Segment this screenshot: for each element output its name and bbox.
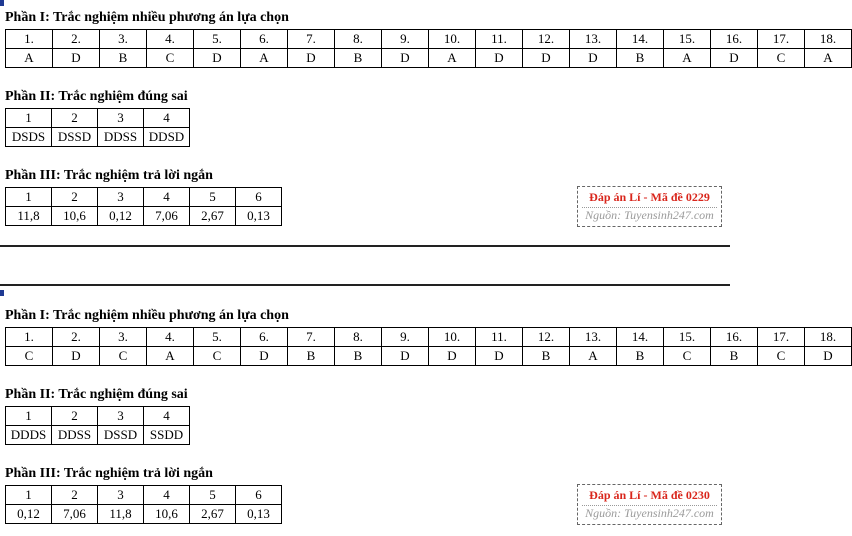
question-number: 2 xyxy=(52,486,98,505)
question-number: 9. xyxy=(382,328,429,347)
part3-title: Phần III: Trắc nghiệm trả lời ngắn xyxy=(5,168,213,183)
question-number: 14. xyxy=(617,30,664,49)
exam-code-box xyxy=(577,484,722,525)
question-number: 8. xyxy=(335,328,382,347)
question-number: 15. xyxy=(664,328,711,347)
part1-title: Phần I: Trắc nghiệm nhiều phương án lựa chọn xyxy=(5,308,289,323)
question-number: 5. xyxy=(194,30,241,49)
table-row xyxy=(6,188,282,207)
question-number: 14. xyxy=(617,328,664,347)
part2-table xyxy=(5,108,190,147)
answer-cell: D xyxy=(805,347,852,366)
question-number: 12. xyxy=(523,328,570,347)
answer-cell: DDDS xyxy=(6,426,52,445)
table-row xyxy=(6,505,282,524)
answer-cell: D xyxy=(53,49,100,68)
table-row xyxy=(6,426,190,445)
answer-cell: C xyxy=(758,347,805,366)
answer-cell: C xyxy=(100,347,147,366)
answer-cell: C xyxy=(758,49,805,68)
question-number: 3 xyxy=(98,486,144,505)
answer-cell: D xyxy=(476,347,523,366)
question-number: 6 xyxy=(236,188,282,207)
answer-cell: C xyxy=(664,347,711,366)
answer-cell: D xyxy=(53,347,100,366)
answer-cell: B xyxy=(335,347,382,366)
answer-cell: B xyxy=(617,49,664,68)
question-number: 10. xyxy=(429,328,476,347)
answer-cell: D xyxy=(429,347,476,366)
question-number: 4 xyxy=(144,188,190,207)
part1-table xyxy=(5,29,852,68)
question-number: 2 xyxy=(52,109,98,128)
table-row xyxy=(6,486,282,505)
question-number: 12. xyxy=(523,30,570,49)
answer-cell: 11,8 xyxy=(98,505,144,524)
answer-cell: D xyxy=(523,49,570,68)
question-number: 9. xyxy=(382,30,429,49)
question-number: 1 xyxy=(6,109,52,128)
answer-cell: DSDS xyxy=(6,128,52,147)
part2-table xyxy=(5,406,190,445)
question-number: 6. xyxy=(241,30,288,49)
question-number: 1 xyxy=(6,188,52,207)
answer-cell: DSSD xyxy=(52,128,98,147)
answer-cell: 0,13 xyxy=(236,207,282,226)
answer-cell: A xyxy=(147,347,194,366)
exam-code-box xyxy=(577,186,722,227)
question-number: 8. xyxy=(335,30,382,49)
answer-cell: B xyxy=(523,347,570,366)
question-number: 16. xyxy=(711,328,758,347)
question-number: 3. xyxy=(100,30,147,49)
part3-title: Phần III: Trắc nghiệm trả lời ngắn xyxy=(5,466,213,481)
question-number: 15. xyxy=(664,30,711,49)
answer-cell: 10,6 xyxy=(144,505,190,524)
question-number: 4 xyxy=(144,486,190,505)
question-number: 3 xyxy=(98,109,144,128)
table-row xyxy=(6,328,852,347)
answer-key-0229 xyxy=(5,0,837,232)
part3-table xyxy=(5,187,282,226)
corner-mark-top xyxy=(0,0,4,6)
table-row xyxy=(6,30,852,49)
answer-cell: D xyxy=(288,49,335,68)
question-number: 5 xyxy=(190,486,236,505)
part3-table xyxy=(5,485,282,524)
answer-cell: 2,67 xyxy=(190,505,236,524)
answer-cell: A xyxy=(805,49,852,68)
question-number: 3 xyxy=(98,188,144,207)
question-number: 7. xyxy=(288,30,335,49)
answer-key-0230 xyxy=(5,298,837,530)
question-number: 17. xyxy=(758,328,805,347)
question-number: 3 xyxy=(98,407,144,426)
part2-title: Phần II: Trắc nghiệm đúng sai xyxy=(5,89,188,104)
answer-cell: D xyxy=(382,49,429,68)
question-number: 13. xyxy=(570,328,617,347)
part1-table xyxy=(5,327,852,366)
part2-title: Phần II: Trắc nghiệm đúng sai xyxy=(5,387,188,402)
question-number: 4. xyxy=(147,30,194,49)
question-number: 2. xyxy=(53,328,100,347)
separator-line xyxy=(0,245,730,247)
divider xyxy=(582,505,717,506)
question-number: 11. xyxy=(476,328,523,347)
divider xyxy=(582,207,717,208)
answer-cell: 7,06 xyxy=(144,207,190,226)
question-number: 18. xyxy=(805,30,852,49)
question-number: 17. xyxy=(758,30,805,49)
answer-cell: A xyxy=(570,347,617,366)
answer-cell: 7,06 xyxy=(52,505,98,524)
answer-cell: A xyxy=(241,49,288,68)
table-row xyxy=(6,207,282,226)
answer-cell: B xyxy=(288,347,335,366)
question-number: 1. xyxy=(6,328,53,347)
question-number: 1 xyxy=(6,486,52,505)
answer-cell: 0,13 xyxy=(236,505,282,524)
question-number: 6. xyxy=(241,328,288,347)
question-number: 4 xyxy=(144,109,190,128)
answer-cell: D xyxy=(476,49,523,68)
source-note: Nguồn: Tuyensinh247.com xyxy=(585,506,714,520)
answer-cell: D xyxy=(382,347,429,366)
question-number: 3. xyxy=(100,328,147,347)
question-number: 2 xyxy=(52,188,98,207)
answer-cell: 0,12 xyxy=(98,207,144,226)
question-number: 5 xyxy=(190,188,236,207)
answer-cell: C xyxy=(147,49,194,68)
table-row xyxy=(6,49,852,68)
answer-cell: A xyxy=(6,49,53,68)
question-number: 4. xyxy=(147,328,194,347)
answer-cell: D xyxy=(711,49,758,68)
part1-title: Phần I: Trắc nghiệm nhiều phương án lựa chọn xyxy=(5,10,289,25)
question-number: 11. xyxy=(476,30,523,49)
answer-cell: A xyxy=(429,49,476,68)
question-number: 1. xyxy=(6,30,53,49)
answer-cell: DDSS xyxy=(52,426,98,445)
question-number: 16. xyxy=(711,30,758,49)
answer-cell: DDSS xyxy=(98,128,144,147)
answer-cell: B xyxy=(100,49,147,68)
corner-mark-middle xyxy=(0,290,4,296)
answer-cell: DDSD xyxy=(144,128,190,147)
answer-cell: 11,8 xyxy=(6,207,52,226)
table-row xyxy=(6,407,190,426)
table-row xyxy=(6,128,190,147)
answer-cell: D xyxy=(194,49,241,68)
answer-cell: A xyxy=(664,49,711,68)
question-number: 5. xyxy=(194,328,241,347)
answer-cell: D xyxy=(570,49,617,68)
source-note: Nguồn: Tuyensinh247.com xyxy=(585,208,714,222)
answer-cell: 0,12 xyxy=(6,505,52,524)
question-number: 6 xyxy=(236,486,282,505)
question-number: 7. xyxy=(288,328,335,347)
table-row xyxy=(6,109,190,128)
table-row xyxy=(6,347,852,366)
answer-cell: 10,6 xyxy=(52,207,98,226)
separator-line xyxy=(0,284,730,286)
answer-cell: DSSD xyxy=(98,426,144,445)
answer-cell: B xyxy=(335,49,382,68)
answer-cell: C xyxy=(194,347,241,366)
answer-cell: B xyxy=(617,347,664,366)
question-number: 4 xyxy=(144,407,190,426)
answer-cell: 2,67 xyxy=(190,207,236,226)
answer-cell: B xyxy=(711,347,758,366)
question-number: 2 xyxy=(52,407,98,426)
question-number: 10. xyxy=(429,30,476,49)
question-number: 1 xyxy=(6,407,52,426)
answer-cell: C xyxy=(6,347,53,366)
question-number: 2. xyxy=(53,30,100,49)
answer-cell: SSDD xyxy=(144,426,190,445)
question-number: 18. xyxy=(805,328,852,347)
exam-code-title: Đáp án Lí - Mã đề 0229 xyxy=(589,190,710,204)
exam-code-title: Đáp án Lí - Mã đề 0230 xyxy=(589,488,710,502)
question-number: 13. xyxy=(570,30,617,49)
answer-cell: D xyxy=(241,347,288,366)
